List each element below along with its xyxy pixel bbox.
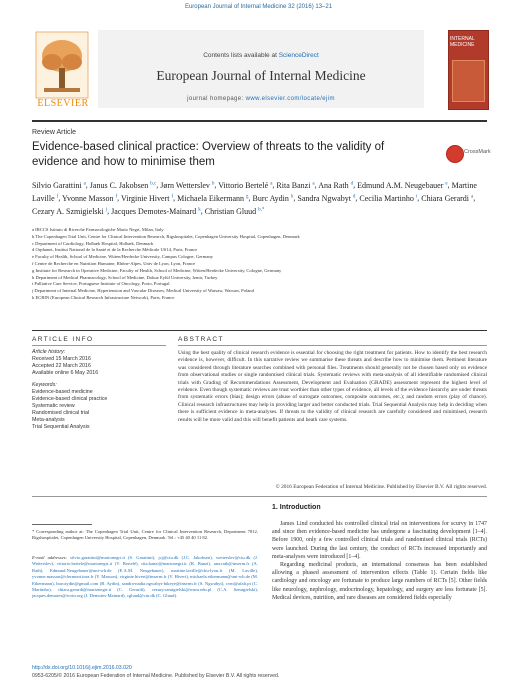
affiliation: g Institute for Research in Operative Medicine, Faculty of Health, School of Medicine, Witten/Herdecke University, Cologne, Germany: [32, 267, 282, 273]
article-history: [32, 356, 98, 377]
author-name[interactable]: Cezary A. Szmigielski: [32, 206, 104, 216]
author-name[interactable]: Silvio Garattini: [32, 180, 82, 190]
author[interactable]: [318, 181, 353, 190]
author-name[interactable]: Yvonne Masson: [62, 193, 114, 203]
author[interactable]: [160, 181, 214, 190]
keyword-list: [32, 389, 107, 431]
author-name[interactable]: Edmund A.M. Neugebauer: [357, 180, 444, 190]
author[interactable]: [359, 194, 417, 203]
author-name[interactable]: Rita Banzi: [276, 180, 311, 190]
affiliation: h Department of Medical Pharmacology, School of Medicine, Dokuz Eylül University, Izmir, Turkey: [32, 274, 218, 280]
author[interactable]: [276, 181, 314, 190]
keyword: Randomised clinical trial: [32, 410, 90, 416]
contents-line: [98, 52, 424, 59]
divider: [32, 345, 166, 346]
author-affiliation-mark[interactable]: e: [445, 181, 448, 186]
footnote-divider: [32, 524, 92, 525]
author-name[interactable]: Vittorio Bertelé: [218, 180, 269, 190]
author-name[interactable]: Chiara Gerardi: [421, 193, 470, 203]
affiliation: i Palliative Care Service, Portuguese Institute of Oncology, Porto, Portugal: [32, 281, 170, 287]
email-list[interactable]: silvio.garattini@marionegri.it (S. Garattini), jcj@ctu.dk (J.C. Jakobsen), wetterslev@ctu.dk (J. Wetterslev), vittorio.bertele@marionegri.it (V. Bertelé), rita.banzi@marionegri.it (R. Banzi), ana.rath@inserm.fr (A. Rath), Edmund.Neugebauer@uni-wh.de (E.A.M. Neugebauer), martine.laville@chu-lyon.fr (M. Laville), yvonne.masson@clermont.inra.fr (Y. Masson), virginie.hivert@inserm.fr (V. Hivert), michaela.eikermann@uni-wh.de (M. Eikermann), burcaydin@gmail.com (B. Aydin), sandra-nadia.ngwabyt-bikeye@inserm.fr (S. Ngwabyt), cvm@afalt.pt (C. Martinho), chiara.gerardi@marionegri.it (C. Gerardi), cezary.szmigielski@wum.edu.pl (C.A. Szmigielski), jacques.demotes@ecrin.org (J. Demotes-Mainard), cgluud@ctu.dk (C. Gluud).: [32, 555, 258, 599]
author-affiliation-mark[interactable]: k: [198, 206, 201, 212]
abstract-text: Using the best quality of clinical research evidence is essential for choosing the right treatment for patients. How to identify the best research evidence is, however, difficult. In this narrative review we summarise these threats and describe how to minimise them. Pertinent literature was considered through literature searches combined with personal files. Treatments should generally not be chosen based only on evidence from observational studies or single randomised clinical trials. Systematic reviews with meta-analysis of all identifiable randomised clinical trials with Grading of Recommendations Assessment, Development and Evaluation (GRADE) assessment represent the highest level of evidence. Even though systematic reviews are trust worthier than other types of evidence, all levels of the evidence hierarchy are under threats from systematic errors (bias); design errors (abuse of surrogate outcomes, composite outcomes, etc.); and random errors (play of chance). Clinical research infrastructures may help in providing larger and better conducted trials. Trial Sequential Analysis may help in deciding when there is sufficient evidence in meta-analyses. If threats to the validity of clinical research are carefully considered and minimised, research results will be more valid and this will benefit patients and heath care systems.: [178, 350, 487, 423]
journal-reference[interactable]: European Journal of Internal Medicine 32 (2016) 13–21: [184, 4, 333, 10]
contents-prefix: Contents lists available at: [203, 52, 279, 59]
section-heading-introduction: 1. Introduction: [272, 504, 321, 511]
author-affiliation-mark[interactable]: a: [471, 193, 474, 199]
author-name[interactable]: Burc Aydin: [252, 193, 289, 203]
paragraph: James Lind conducted his controlled clinical trial on interventions for scurvy in 1747 and since then evidence-based medicine has undergone a fascinating development [1–4]. Before 1900, only a few controlled clinical trials and randomised clinical trials (RCTs) were launched. During the last century, the conduct of RCTs increased importantly and meta-analyses were introduced [1–4].: [272, 521, 487, 560]
author-name[interactable]: Virginie Hivert: [120, 193, 170, 203]
author-affiliation-mark[interactable]: f: [115, 193, 118, 199]
author-affiliation-mark[interactable]: g: [246, 193, 249, 199]
author-name[interactable]: Sandra Ngwabyt: [297, 193, 351, 203]
divider: [32, 496, 487, 497]
author[interactable]: [32, 207, 107, 216]
affiliation: j Department of Internal Medicine, Hypertension and Vascular Diseases, Medical University of Warsaw, Warsaw, Poland: [32, 288, 254, 294]
author[interactable]: [62, 194, 117, 203]
affiliation: a IRCCS Istituto di Ricerche Farmacologiche Mario Negri, Milan, Italy: [32, 227, 164, 232]
history-entry: Received 15 March 2016: [32, 356, 91, 362]
abstract-copyright: © 2016 European Federation of Internal Medicine. Published by Elsevier B.V. All rights reserved.: [275, 484, 487, 490]
author-name[interactable]: Martine Laville: [32, 180, 477, 203]
journal-title: European Journal of Internal Medicine: [156, 68, 366, 83]
article-title: Evidence-based clinical practice: Overview of threats to the validity of evidence and how to minimise them: [32, 141, 385, 168]
author[interactable]: [421, 194, 473, 203]
author-affiliation-mark[interactable]: d: [352, 193, 356, 199]
crossmark-label[interactable]: CrossMark: [464, 149, 491, 155]
affiliation: b The Copenhagen Trial Unit, Centre for Clinical Intervention Research, Rigshospitalet, Copenhagen University Hospital, Copenhagen, Denmark: [32, 233, 300, 239]
author-affiliation-mark[interactable]: b,*: [258, 206, 265, 212]
abstract-heading: ABSTRACT: [178, 336, 224, 343]
keyword: Evidence-based medicine: [32, 389, 93, 395]
article-type: Review Article: [32, 129, 76, 136]
crossmark-icon[interactable]: [446, 145, 464, 163]
cover-title: INTERNAL MEDICINE: [450, 36, 475, 48]
email-label: E-mail addresses:: [32, 555, 68, 560]
keyword: Evidence-based clinical practice: [32, 396, 108, 402]
masthead: [32, 22, 487, 114]
author[interactable]: [121, 194, 173, 203]
author[interactable]: [205, 207, 265, 216]
author-affiliation-mark[interactable]: a: [312, 181, 315, 186]
keyword: Systematic review: [32, 403, 75, 409]
author-affiliation-mark[interactable]: a: [83, 181, 86, 186]
author-name[interactable]: Janus C. Jakobsen: [89, 180, 149, 190]
author-affiliation-mark[interactable]: d: [350, 181, 354, 186]
author-affiliation-mark[interactable]: b: [211, 181, 215, 186]
affiliation: e Faculty of Health, School of Medicine, Witten/Herdecke University, Campus Cologne, Germany: [32, 254, 213, 260]
keywords-heading: Keywords:: [32, 382, 57, 388]
elsevier-tree-logo: [32, 22, 92, 110]
author-affiliation-mark[interactable]: j: [105, 206, 108, 212]
author-affiliation-mark[interactable]: h: [290, 193, 294, 199]
publisher-name: ELSEVIER: [37, 98, 89, 109]
keyword: Trial Sequential Analysis: [32, 424, 90, 430]
cover-artwork: [452, 60, 485, 102]
homepage-link[interactable]: www.elsevier.com/locate/ejim: [245, 96, 335, 102]
doi-link[interactable]: http://dx.doi.org/10.1016/j.ejim.2016.03.020: [32, 665, 132, 671]
email-addresses: [32, 555, 258, 600]
introduction-body: [272, 520, 487, 602]
author-name[interactable]: Michaela Eikermann: [177, 193, 244, 203]
corresponding-author-note: * Corresponding author at: The Copenhagen Trial Unit, Centre for Clinical Intervention Research, Department 7812, Rigshospitalet, Copenhagen University Hospital, Copenhagen, Denmark. Tel.: +45 40 40 11 82.: [32, 529, 258, 541]
affiliation: f Centre de Recherche en Nutrition Humaine, Rhône-Alpes, Univ de Lyon, Lyon, France: [32, 260, 196, 266]
homepage-prefix: journal homepage:: [187, 96, 246, 102]
sciencedirect-link[interactable]: ScienceDirect: [278, 52, 319, 59]
author-affiliation-mark[interactable]: a: [270, 181, 273, 186]
author-name[interactable]: Jørn Wetterslev: [160, 180, 210, 190]
author[interactable]: [297, 194, 355, 203]
author-name[interactable]: Cecilia Martinho: [359, 193, 414, 203]
author-affiliation-mark[interactable]: b,c: [150, 181, 157, 186]
author[interactable]: [90, 181, 156, 190]
author-name[interactable]: Jacques Demotes-Mainard: [111, 206, 197, 216]
article-history-heading: Article history:: [32, 349, 66, 355]
paragraph: Regarding medicinal products, an international consensus has been established allowing a phased assessment of intervention effects (Table 1). Certain fields like cardiology and oncology are fortunate to produce large numbers of RCTs [5]. Other fields like neurology, nephrology, endocrinology, hepatology, and surgery are less fortunate [5]. Medical devices, nutrition, and rare diseases are considered fields especially: [272, 562, 487, 601]
divider: [32, 120, 487, 122]
divider: [32, 330, 487, 331]
author-name[interactable]: Christian Gluud: [204, 206, 257, 216]
divider: [178, 345, 487, 346]
author-name[interactable]: Ana Rath: [318, 180, 349, 190]
affiliation-list: [32, 227, 487, 302]
author-affiliation-mark[interactable]: f: [56, 193, 59, 199]
author-list: Silvio Garattini $^a$, Janus C. Jakobsen $^{b,c}$, Jørn Wetterslev $^b$, Vittorio Bertelé $^a$, Rita Banzi $^a$, Ana Rath $^d$, Edmund A.M. Neugebauer $^e$, Martine Laville $^f$, Yvonne Masson $^f$, Virginie Hivert $^f$, Michaela Eikermann $^g$, Burc Aydin $^h$, Sandra Ngwabyt $^d$, Cecilia Martinho $^i$, Chiara Gerardi $^a$, Cezary A. Szmigielski $^j$, Jacques Demotes-Mainard $^k$, Christian Gluud $^{b,*}$: [32, 180, 477, 216]
author[interactable]: [111, 207, 201, 216]
affiliation: d Orphanet, Institut National de la Santé et de la Recherche Médicale US14, Paris, France: [32, 247, 198, 253]
author[interactable]: [253, 194, 294, 203]
history-entry: Accepted 22 March 2016: [32, 363, 91, 369]
issn-copyright: 0953-6205/© 2016 European Federation of Internal Medicine. Published by Elsevier B.V. All rights reserved.: [32, 673, 280, 679]
affiliation: k ECRIN (European Clinical Research Infrastructure Network), Paris, France: [32, 294, 175, 300]
author[interactable]: [32, 181, 86, 190]
article-info-heading: ARTICLE INFO: [32, 336, 94, 343]
affiliation: c Department of Cardiology, Holbæk Hospital, Holbæk, Denmark: [32, 240, 154, 246]
author[interactable]: [218, 181, 272, 190]
author-affiliation-mark[interactable]: i: [415, 193, 418, 199]
journal-homepage-line: [98, 96, 424, 102]
author[interactable]: [177, 194, 248, 203]
keyword: Meta-analysis: [32, 417, 65, 423]
history-entry: Available online 6 May 2016: [32, 370, 99, 376]
author-affiliation-mark[interactable]: f: [171, 193, 174, 199]
author[interactable]: [357, 181, 447, 190]
